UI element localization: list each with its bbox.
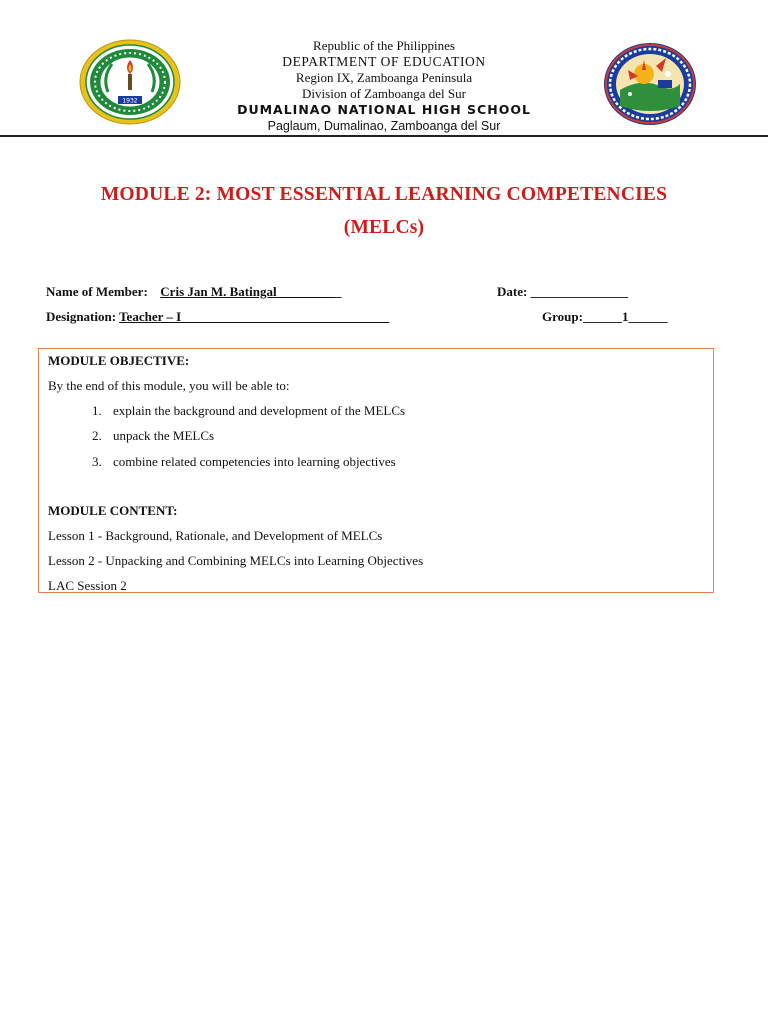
letterhead-address: Paglaum, Dumalinao, Zamboanga del Sur bbox=[267, 119, 501, 133]
objective-intro: By the end of this module, you will be able to: bbox=[48, 378, 290, 393]
date-label: Date: bbox=[497, 284, 528, 299]
objective-heading: MODULE OBJECTIVE: bbox=[48, 353, 190, 368]
letterhead-department: DEPARTMENT OF EDUCATION bbox=[282, 54, 486, 69]
group-label: Group: bbox=[542, 309, 583, 324]
school-seal-logo bbox=[78, 38, 182, 126]
objective-text: unpack the MELCs bbox=[113, 428, 215, 443]
designation-value: Teacher – I________________________________ bbox=[119, 309, 390, 324]
letterhead-division: Division of Zamboanga del Sur bbox=[302, 86, 466, 101]
header-divider bbox=[0, 135, 768, 137]
member-name-tail: _ bbox=[335, 284, 342, 299]
objective-item bbox=[92, 428, 214, 444]
content-item: Lesson 2 - Unpacking and Combining MELCs into Learning Objectives bbox=[48, 553, 424, 568]
letterhead-region: Region IX, Zamboanga Peninsula bbox=[295, 70, 473, 85]
group-row bbox=[542, 309, 667, 325]
objective-text: explain the background and development of the MELCs bbox=[113, 403, 406, 418]
deped-division-seal-logo bbox=[603, 42, 697, 126]
letterhead-republic: Republic of the Philippines bbox=[313, 38, 455, 53]
member-name-value: Cris Jan M. Batingal_________ bbox=[160, 284, 336, 299]
objective-number: 3. bbox=[92, 454, 102, 469]
date-row bbox=[497, 284, 628, 300]
letterhead-school-name: DUMALINAO NATIONAL HIGH SCHOOL bbox=[237, 102, 531, 117]
objective-item bbox=[92, 454, 396, 470]
letterhead bbox=[180, 38, 588, 134]
content-item: Lesson 1 - Background, Rationale, and Development of MELCs bbox=[48, 528, 383, 543]
objective-text: combine related competencies into learning objectives bbox=[113, 454, 396, 469]
content-item: LAC Session 2 bbox=[48, 578, 127, 593]
designation-row bbox=[46, 309, 389, 325]
objective-number: 2. bbox=[92, 428, 102, 443]
module-box bbox=[38, 348, 714, 593]
module-title-line1: MODULE 2: MOST ESSENTIAL LEARNING COMPETENCIES bbox=[100, 184, 668, 205]
group-value: ______1______ bbox=[582, 309, 668, 324]
objective-number: 1. bbox=[92, 403, 102, 418]
member-name-label: Name of Member: bbox=[46, 284, 148, 299]
module-title-line2: (MELCs) bbox=[343, 217, 425, 238]
content-heading: MODULE CONTENT: bbox=[48, 503, 178, 518]
seal-year: 1932 bbox=[122, 97, 138, 105]
date-value: _______________ bbox=[530, 284, 629, 299]
member-name-row bbox=[46, 284, 342, 300]
designation-label: Designation: bbox=[46, 309, 117, 324]
objective-item bbox=[92, 403, 405, 419]
